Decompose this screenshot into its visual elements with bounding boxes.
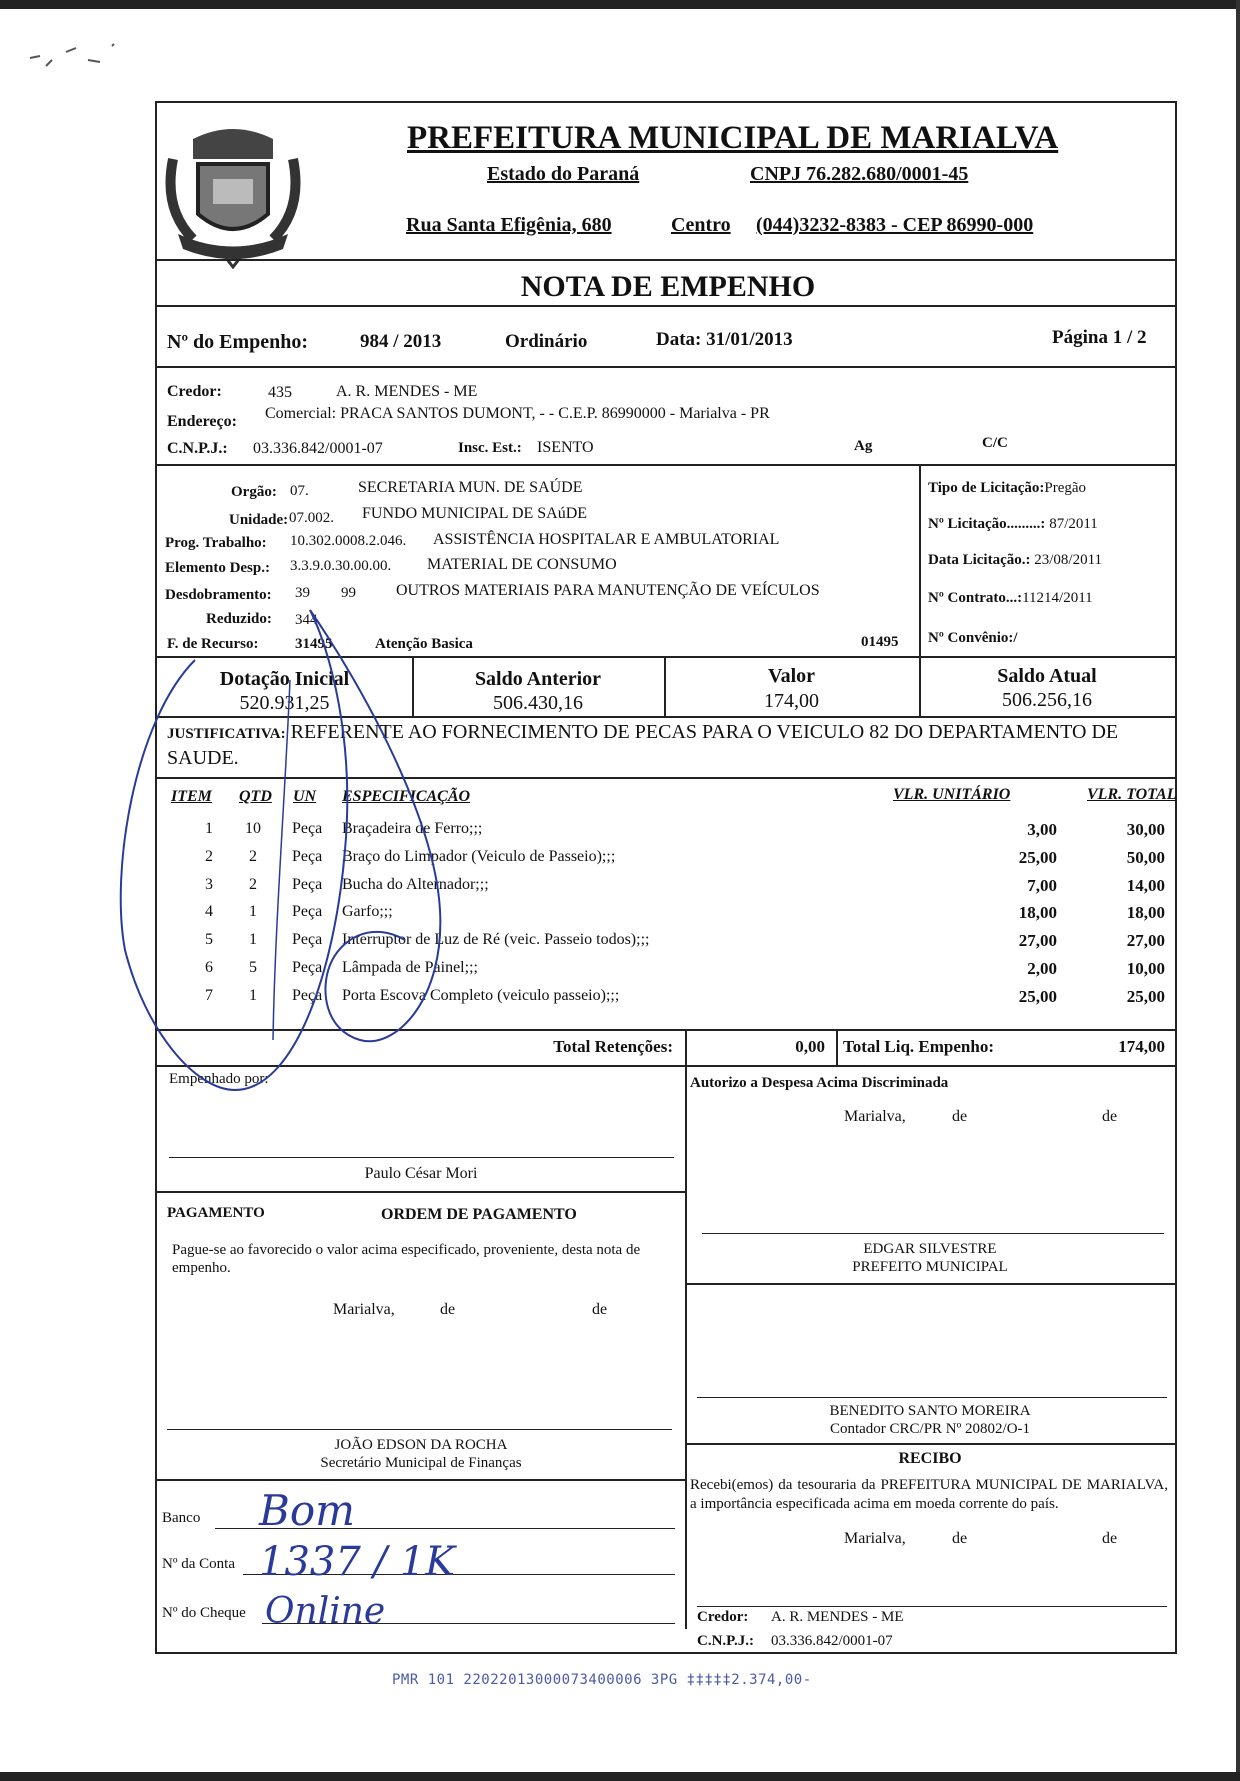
col-vlr-unitario: VLR. UNITÁRIO <box>893 786 1011 803</box>
street-address: Rua Santa Efigênia, 680 <box>406 214 612 236</box>
recibo-cnpj-label: C.N.P.J.: <box>697 1633 754 1649</box>
dotacao-value: 520.931,25 <box>239 692 330 714</box>
scan-specks <box>26 36 146 76</box>
prog-label: Prog. Trabalho: <box>165 535 267 551</box>
municipal-crest-logo <box>163 119 303 269</box>
item-qtd: 2 <box>249 876 257 893</box>
item-total-price: 50,00 <box>1126 848 1165 867</box>
item-unit: Peça <box>292 848 323 865</box>
secretario-title: Secretário Municipal de Finanças <box>320 1455 522 1471</box>
secretario-name: JOÃO EDSON DA ROCHA <box>334 1437 508 1453</box>
licitacao-data-label: Data Licitação.: <box>928 552 1031 568</box>
item-unit-price: 2,00 <box>1027 959 1057 978</box>
recibo-label: RECIBO <box>898 1450 962 1467</box>
item-unit: Peça <box>292 931 323 948</box>
justificativa-text: REFERENTE AO FORNECIMENTO DE PECAS PARA O VEICULO 82 DO DEPARTAMENTO DE SAUDE. <box>167 721 1119 769</box>
saldo-atual-value: 506.256,16 <box>1002 689 1092 711</box>
page-number: Página 1 / 2 <box>1052 327 1147 348</box>
item-unit-price: 7,00 <box>1027 876 1057 895</box>
contador-title: Contador CRC/PR Nº 20802/O-1 <box>829 1421 1031 1437</box>
cnpj-header: CNPJ 76.282.680/0001-45 <box>750 163 969 185</box>
item-number: 2 <box>205 848 213 865</box>
col-un: UN <box>293 788 317 805</box>
pagamento-city: Marialva, <box>333 1301 395 1318</box>
autorizo-label: Autorizo a Despesa Acima Discriminada <box>690 1075 949 1091</box>
item-number: 1 <box>205 820 213 837</box>
recibo-de-2: de <box>1102 1530 1118 1547</box>
saldo-anterior-label: Saldo Anterior <box>474 668 602 690</box>
orgao-code: 07. <box>290 483 309 499</box>
district: Centro <box>671 214 731 236</box>
licitacao-num: 87/2011 <box>1049 516 1098 532</box>
item-unit: Peça <box>292 987 323 1004</box>
item-unit-price: 3,00 <box>1027 820 1057 839</box>
item-number: 4 <box>205 903 213 920</box>
justificativa-label: JUSTIFICATIVA: <box>167 726 286 742</box>
total-retencoes-label: Total Retenções: <box>553 1037 673 1056</box>
item-qtd: 1 <box>249 931 257 948</box>
ordem-pagamento-label: ORDEM DE PAGAMENTO <box>381 1206 577 1223</box>
desdobramento-code-2: 99 <box>341 585 356 601</box>
pagamento-text: Pague-se ao favorecido o valor acima especificado, proveniente, desta nota de empenho. <box>172 1242 641 1276</box>
total-retencoes-value: 0,00 <box>795 1037 825 1056</box>
recibo-credor-label: Credor: <box>697 1609 749 1625</box>
item-description: Interruptor de Luz de Ré (veic. Passeio todos);;; <box>342 931 650 948</box>
desdobramento-code: 39 <box>295 585 310 601</box>
unidade-label: Unidade: <box>229 512 289 528</box>
recurso-code-2: 01495 <box>861 634 899 650</box>
pagamento-de-2: de <box>592 1301 608 1318</box>
item-number: 7 <box>205 987 213 1004</box>
elemento-label: Elemento Desp.: <box>165 560 270 576</box>
autorizo-city: Marialva, <box>844 1108 906 1125</box>
handwritten-bank-entries <box>247 1473 577 1643</box>
credor-code: 435 <box>268 384 292 401</box>
justificativa <box>167 720 1167 770</box>
credor-label: Credor: <box>167 383 222 400</box>
item-total-price: 30,00 <box>1126 820 1165 839</box>
conta-label: Nº da Conta <box>162 1556 235 1572</box>
autorizo-de-2: de <box>1102 1108 1118 1125</box>
phone-cep: (044)3232-8383 - CEP 86990-000 <box>756 214 1034 236</box>
valor-value: 174,00 <box>764 690 819 712</box>
item-description: Lâmpada de Painel;;; <box>342 959 478 976</box>
document-title: NOTA DE EMPENHO <box>520 270 816 303</box>
pagamento-label: PAGAMENTO <box>167 1205 265 1221</box>
col-qtd: QTD <box>239 788 272 805</box>
item-unit: Peça <box>292 876 323 893</box>
item-number: 6 <box>205 959 213 976</box>
item-unit-price: 27,00 <box>1018 931 1057 950</box>
item-total-price: 25,00 <box>1126 987 1165 1006</box>
item-unit-price: 25,00 <box>1018 848 1057 867</box>
item-unit: Peça <box>292 959 323 976</box>
handwritten-cheque: Online <box>265 1591 386 1632</box>
item-unit: Peça <box>292 903 323 920</box>
credor-name: A. R. MENDES - ME <box>336 383 478 400</box>
credor-cnpj-label: C.N.P.J.: <box>167 440 228 457</box>
handwritten-conta: 1337 / 1K <box>259 1539 456 1585</box>
unidade-name: FUNDO MUNICIPAL DE SAúDE <box>362 505 588 522</box>
empenho-type: Ordinário <box>505 331 588 352</box>
empenho-date: Data: 31/01/2013 <box>656 329 793 350</box>
licitacao-tipo: Pregão <box>1044 480 1087 496</box>
desdobramento-name: OUTROS MATERIAIS PARA MANUTENÇÃO DE VEÍCULOS <box>396 582 820 599</box>
recibo-de-1: de <box>952 1530 968 1547</box>
credor-cnpj: 03.336.842/0001-07 <box>253 440 383 457</box>
credor-address: Comercial: PRACA SANTOS DUMONT, - - C.E.P. 86990000 - Marialva - PR <box>265 405 770 422</box>
item-unit-price: 25,00 <box>1018 987 1057 1006</box>
scan-right-edge <box>1236 0 1240 1781</box>
recibo-credor: A. R. MENDES - ME <box>771 1609 904 1625</box>
ag-label: Ag <box>854 438 873 454</box>
scan-bottom-edge <box>0 1772 1240 1781</box>
reduzido-label: Reduzido: <box>206 611 272 627</box>
valor-label: Valor <box>767 665 816 687</box>
total-liquido-label: Total Liq. Empenho: <box>843 1037 994 1056</box>
empenho-number: 984 / 2013 <box>360 331 442 352</box>
prefeitura-title: PREFEITURA MUNICIPAL DE MARIALVA <box>407 120 1059 156</box>
cheque-label: Nº do Cheque <box>162 1605 246 1621</box>
cc-label: C/C <box>982 435 1008 451</box>
recibo-city: Marialva, <box>844 1530 906 1547</box>
dotacao-label: Dotação Inicial <box>219 668 350 690</box>
orgao-label: Orgão: <box>231 484 277 500</box>
col-item: ITEM <box>171 788 212 805</box>
prog-code: 10.302.0008.2.046. <box>290 533 407 549</box>
saldo-anterior-value: 506.430,16 <box>493 692 583 714</box>
pagamento-de-1: de <box>440 1301 456 1318</box>
prefeito-title: PREFEITO MUNICIPAL <box>852 1259 1008 1275</box>
item-description: Bucha do Alternador;;; <box>342 876 489 893</box>
total-liquido-value: 174,00 <box>1118 1037 1165 1056</box>
empenhado-name: Paulo César Mori <box>364 1165 478 1182</box>
item-total-price: 18,00 <box>1126 903 1165 922</box>
item-total-price: 10,00 <box>1126 959 1165 978</box>
item-qtd: 10 <box>245 820 261 837</box>
item-qtd: 2 <box>249 848 257 865</box>
item-description: Porta Escova Completo (veiculo passeio);;; <box>342 987 620 1004</box>
contrato-number: 11214/2011 <box>1022 590 1093 606</box>
convenio-label: Nº Convênio:/ <box>928 630 1018 646</box>
state-name: Estado do Paraná <box>487 163 640 185</box>
reduzido-code: 344 <box>295 612 318 628</box>
item-qtd: 1 <box>249 903 257 920</box>
autorizo-de-1: de <box>952 1108 968 1125</box>
banco-label: Banco <box>162 1510 201 1526</box>
recurso-label: F. de Recurso: <box>167 636 259 652</box>
item-description: Braçadeira de Ferro;;; <box>342 820 483 837</box>
scan-top-edge <box>0 0 1240 9</box>
elemento-code: 3.3.9.0.30.00.00. <box>290 558 392 574</box>
prefeito-name: EDGAR SILVESTRE <box>863 1241 997 1257</box>
handwritten-banco: Bom <box>259 1486 355 1535</box>
item-number: 3 <box>205 876 213 893</box>
licitacao-tipo-label: Tipo de Licitação: <box>928 480 1045 496</box>
empenho-label: Nº do Empenho: <box>167 331 309 353</box>
saldo-atual-label: Saldo Atual <box>997 665 1097 687</box>
address-label: Endereço: <box>167 413 237 430</box>
unidade-code: 07.002. <box>289 510 334 526</box>
empenhado-label: Empenhado por: <box>169 1071 269 1087</box>
insc-label: Insc. Est.: <box>458 440 522 456</box>
item-description: Braço do Limpador (Veiculo de Passeio);;; <box>342 848 616 865</box>
col-vlr-total: VLR. TOTAL <box>1087 786 1177 803</box>
item-qtd: 5 <box>249 959 257 976</box>
item-number: 5 <box>205 931 213 948</box>
prog-name: ASSISTÊNCIA HOSPITALAR E AMBULATORIAL <box>433 531 780 548</box>
footer-processing-code: PMR 101 22022013000073400006 3PG ‡‡‡‡‡2.374,00- <box>392 1672 812 1688</box>
recurso-code: 31495 <box>295 636 333 652</box>
item-description: Garfo;;; <box>342 903 393 920</box>
item-qtd: 1 <box>249 987 257 1004</box>
item-unit: Peça <box>292 820 323 837</box>
recurso-name: Atenção Basica <box>375 636 473 652</box>
contrato-label: Nº Contrato...: <box>928 590 1023 606</box>
nota-de-empenho-form <box>155 101 1177 1654</box>
recibo-cnpj: 03.336.842/0001-07 <box>771 1633 893 1649</box>
licitacao-num-label: Nº Licitação.........: <box>928 516 1046 532</box>
recibo-text: Recebi(emos) da tesouraria da PREFEITURA MUNICIPAL DE MARIALVA, a importância especificada acima em moeda corrente do país. <box>690 1477 1168 1512</box>
orgao-name: SECRETARIA MUN. DE SAÚDE <box>358 479 583 496</box>
licitacao-data: 23/08/2011 <box>1034 552 1103 568</box>
elemento-name: MATERIAL DE CONSUMO <box>427 556 617 573</box>
item-total-price: 27,00 <box>1126 931 1165 950</box>
item-unit-price: 18,00 <box>1018 903 1057 922</box>
desdobramento-label: Desdobramento: <box>165 587 272 603</box>
insc-value: ISENTO <box>537 439 594 456</box>
col-especificacao: ESPECIFICAÇÃO <box>342 788 471 805</box>
contador-name: BENEDITO SANTO MOREIRA <box>829 1403 1031 1419</box>
item-total-price: 14,00 <box>1126 876 1165 895</box>
